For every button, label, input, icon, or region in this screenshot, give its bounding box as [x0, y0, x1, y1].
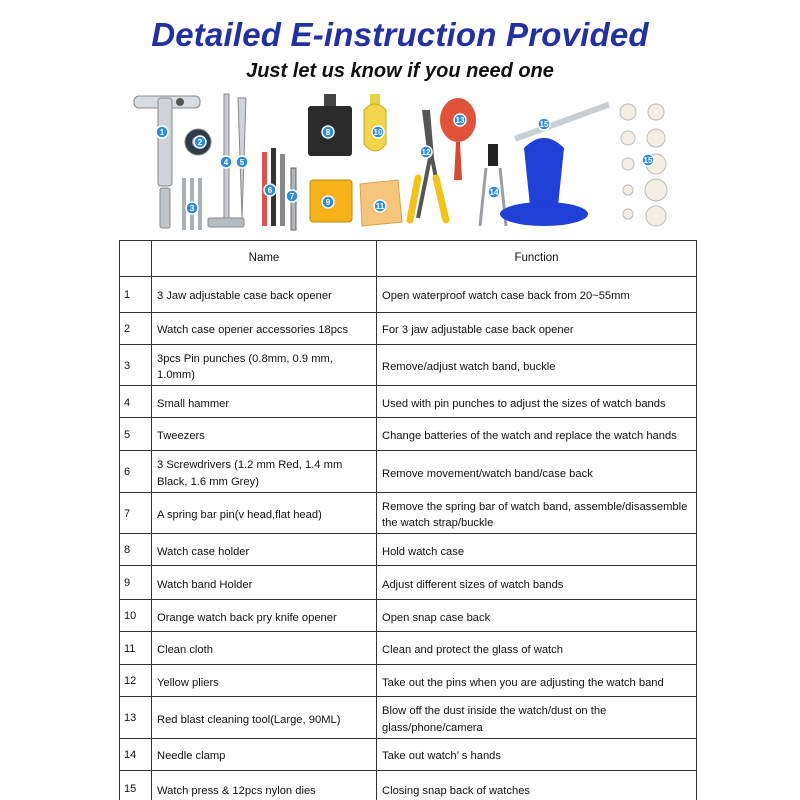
tool-badge — [220, 156, 232, 168]
svg-text:11: 11 — [375, 202, 385, 211]
tool-function: For 3 jaw adjustable case back opener — [377, 313, 697, 345]
row-number: 10 — [120, 600, 152, 632]
tool-name: 3pcs Pin punches (0.8mm, 0.9 mm, 1.0mm) — [152, 345, 377, 386]
tool-function: Open snap case back — [377, 600, 697, 632]
table-row — [120, 277, 697, 313]
row-number: 8 — [120, 534, 152, 566]
svg-text:1: 1 — [159, 128, 165, 137]
table-row — [120, 534, 697, 566]
svg-text:10: 10 — [373, 128, 383, 137]
page-subtitle: Just let us know if you need one — [246, 60, 554, 82]
tool-badge — [322, 196, 334, 208]
row-number: 1 — [120, 277, 152, 313]
table-row — [120, 386, 697, 418]
tool-function: Open waterproof watch case back from 20~55mm — [377, 277, 697, 313]
svg-text:13: 13 — [455, 116, 465, 125]
pry-knife-icon — [364, 94, 386, 151]
table-row — [120, 492, 697, 533]
tool-function: Hold watch case — [377, 534, 697, 566]
svg-text:8: 8 — [325, 128, 331, 137]
tool-name: Small hammer — [152, 386, 377, 418]
svg-text:5: 5 — [239, 158, 245, 167]
table-row — [120, 451, 697, 492]
tool-function: Change batteries of the watch and replace the watch hands — [377, 418, 697, 451]
table-header-row — [120, 241, 697, 277]
table-row — [120, 313, 697, 345]
row-number: 13 — [120, 697, 152, 738]
header-function: Function — [377, 241, 697, 277]
svg-text:3: 3 — [189, 204, 195, 213]
tool-badge — [420, 146, 432, 158]
page-title: Detailed E-instruction Provided — [151, 16, 649, 53]
svg-text:15: 15 — [643, 156, 653, 165]
tool-function: Remove movement/watch band/case back — [377, 451, 697, 492]
tool-name: 3 Jaw adjustable case back opener — [152, 277, 377, 313]
tool-kit-image — [128, 88, 680, 236]
svg-text:9: 9 — [325, 198, 331, 207]
tool-function: Closing snap back of watches — [377, 770, 697, 800]
header-name: Name — [152, 241, 377, 277]
tool-name: Needle clamp — [152, 738, 377, 770]
row-number: 15 — [120, 770, 152, 800]
svg-text:2: 2 — [197, 138, 203, 147]
yellow-pliers-icon — [410, 110, 446, 220]
tool-function: Remove the spring bar of watch band, assemble/disassemble the watch strap/buckle — [377, 492, 697, 533]
tools-table — [119, 240, 697, 800]
row-number: 14 — [120, 738, 152, 770]
tool-badge — [454, 114, 466, 126]
row-number: 6 — [120, 451, 152, 492]
tool-name: Red blast cleaning tool(Large, 90ML) — [152, 697, 377, 738]
tool-badge — [322, 126, 334, 138]
tool-badge — [156, 126, 168, 138]
tool-name: Orange watch back pry knife opener — [152, 600, 377, 632]
tool-badge — [488, 186, 500, 198]
row-number: 9 — [120, 566, 152, 600]
tool-badge — [538, 118, 550, 130]
svg-text:14: 14 — [489, 188, 499, 197]
svg-text:4: 4 — [223, 158, 229, 167]
tool-badge — [372, 126, 384, 138]
tool-name: Yellow pliers — [152, 665, 377, 697]
tool-name: Watch band Holder — [152, 566, 377, 600]
tool-name: Watch press & 12pcs nylon dies — [152, 770, 377, 800]
tool-function: Take out the pins when you are adjusting the watch band — [377, 665, 697, 697]
tool-function: Take out watch’ s hands — [377, 738, 697, 770]
header-num-cell — [120, 241, 152, 277]
tool-function: Adjust different sizes of watch bands — [377, 566, 697, 600]
tool-name: Clean cloth — [152, 632, 377, 665]
tool-name: Watch case opener accessories 18pcs — [152, 313, 377, 345]
tool-function: Clean and protect the glass of watch — [377, 632, 697, 665]
row-number: 12 — [120, 665, 152, 697]
tool-badge — [236, 156, 248, 168]
row-number: 7 — [120, 492, 152, 533]
table-row — [120, 418, 697, 451]
tool-badge — [186, 202, 198, 214]
tool-name: Tweezers — [152, 418, 377, 451]
svg-text:7: 7 — [289, 192, 295, 201]
table-row — [120, 566, 697, 600]
row-number: 2 — [120, 313, 152, 345]
table-row — [120, 738, 697, 770]
table-row — [120, 632, 697, 665]
table-row — [120, 770, 697, 800]
tool-function: Blow off the dust inside the watch/dust on the glass/phone/camera — [377, 697, 697, 738]
blaster-icon — [440, 98, 476, 180]
tool-name: 3 Screwdrivers (1.2 mm Red, 1.4 mm Black, 1.6 mm Grey) — [152, 451, 377, 492]
watch-press-icon — [500, 102, 610, 226]
tool-badge — [374, 200, 386, 212]
tool-function: Remove/adjust watch band, buckle — [377, 345, 697, 386]
row-number: 11 — [120, 632, 152, 665]
table-row — [120, 665, 697, 697]
svg-text:6: 6 — [267, 186, 273, 195]
table-row — [120, 697, 697, 738]
table-row — [120, 600, 697, 632]
row-number: 3 — [120, 345, 152, 386]
svg-text:15: 15 — [539, 120, 549, 129]
svg-text:12: 12 — [421, 148, 431, 157]
row-number: 5 — [120, 418, 152, 451]
tool-name: Watch case holder — [152, 534, 377, 566]
tool-kit-illustration — [128, 88, 680, 236]
tool-function: Used with pin punches to adjust the sizes of watch bands — [377, 386, 697, 418]
tool-badge — [264, 184, 276, 196]
case-holder-icon — [308, 94, 352, 156]
tool-name: A spring bar pin(v head,flat head) — [152, 492, 377, 533]
tool-badge — [642, 154, 654, 166]
row-number: 4 — [120, 386, 152, 418]
table-row — [120, 345, 697, 386]
tool-badge — [286, 190, 298, 202]
tool-badge — [194, 136, 206, 148]
